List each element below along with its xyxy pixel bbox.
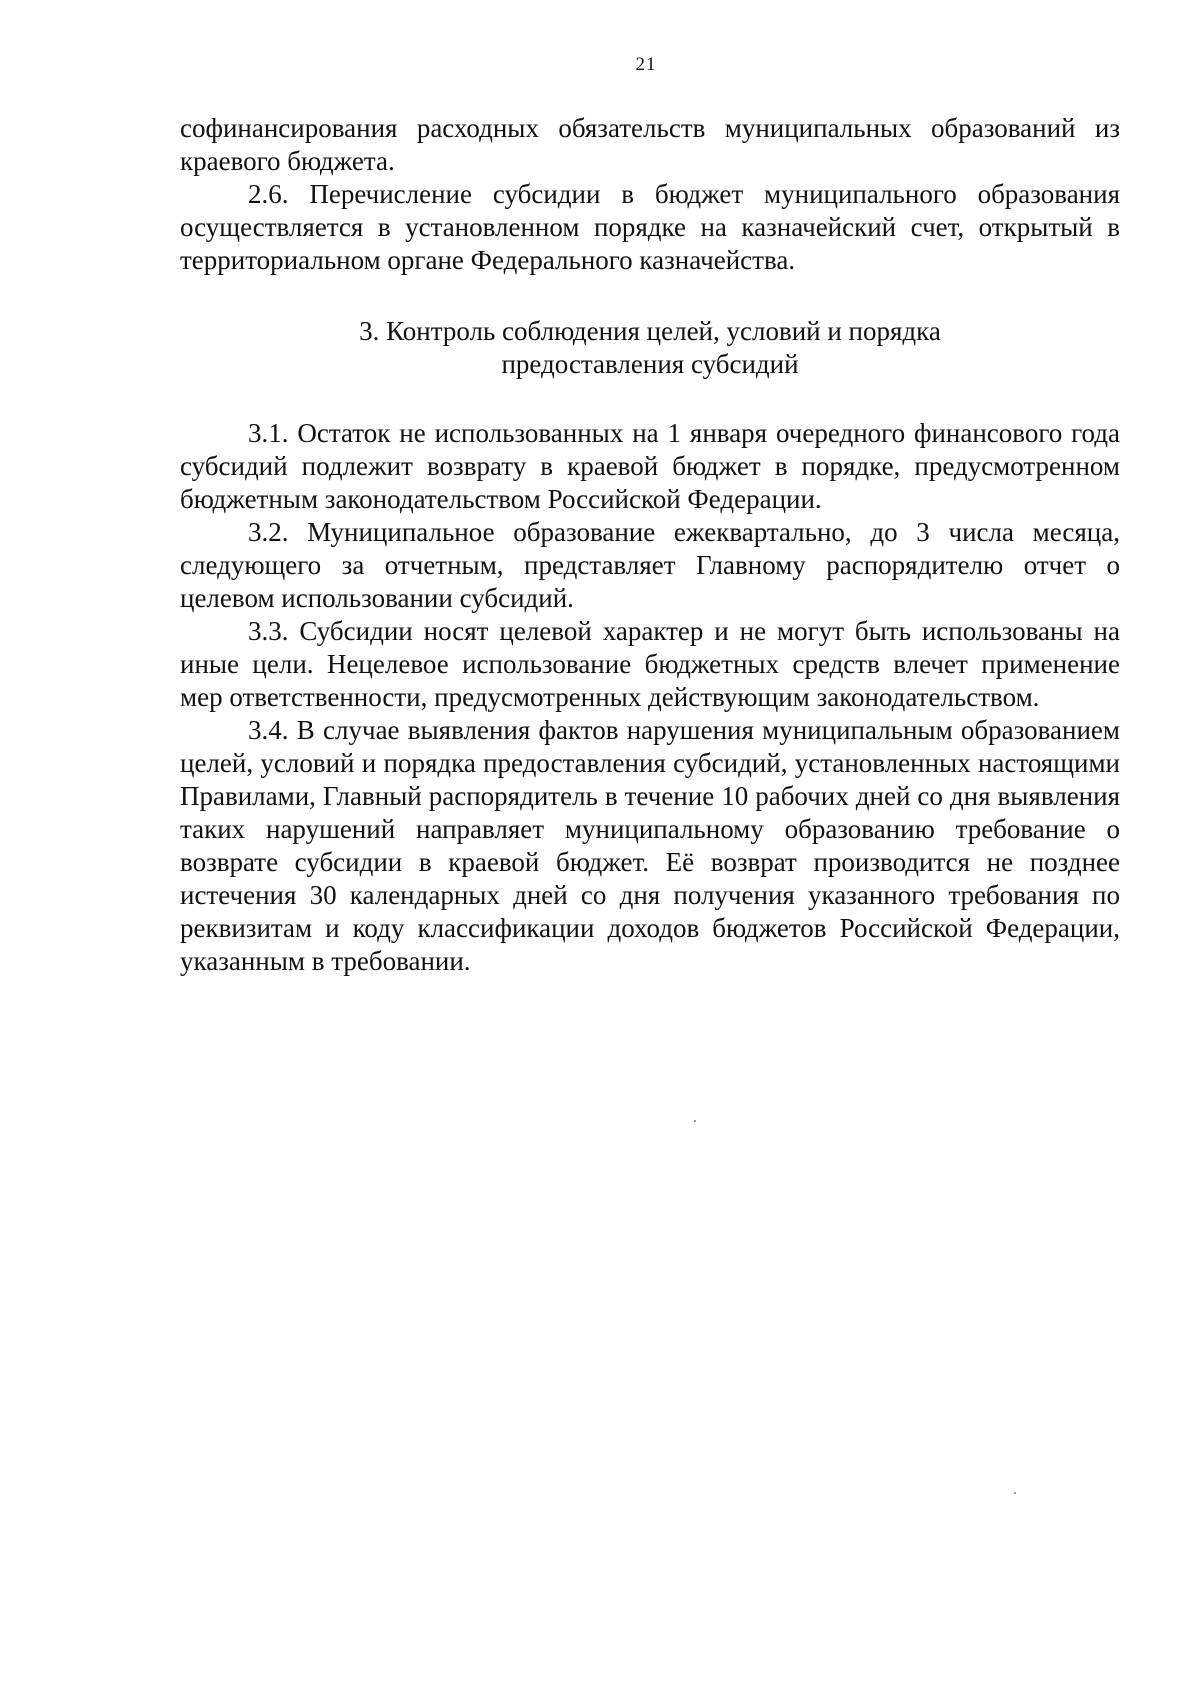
scan-speck: [694, 1120, 696, 1122]
paragraph-3-2: 3.2. Муниципальное образование ежеквартально, до 3 числа месяца, следующего за отчетным, представляет Главному распорядителю отчет о целевом использовании субсидий.: [180, 517, 1120, 613]
section-heading-line-2: предоставления субсидий: [501, 349, 799, 379]
paragraph-2-6: 2.6. Перечисление субсидии в бюджет муниципального образования осуществляется в установленном порядке на казначейский счет, открытый в территориальном органе Федерального казначейства.: [180, 179, 1120, 275]
paragraph-continuation: софинансирования расходных обязательств муниципальных образований из краевого бюджета.: [180, 113, 1120, 176]
scan-speck: [1014, 1492, 1016, 1494]
document-body: [180, 112, 1120, 978]
page-number: 21: [635, 54, 657, 75]
paragraph-3-1: 3.1. Остаток не использованных на 1 января очередного финансового года субсидий подлежит возврату в краевой бюджет в порядке, предусмотренном бюджетным законодательством Российской Федерации.: [180, 418, 1120, 514]
paragraph-3-3: 3.3. Субсидии носят целевой характер и не могут быть использованы на иные цели. Нецелевое использование бюджетных средств влечет применение мер ответственности, предусмотренных действующим законодательством.: [180, 616, 1120, 712]
section-heading-line-1: 3. Контроль соблюдения целей, условий и порядка: [359, 316, 941, 346]
paragraph-3-4: 3.4. В случае выявления фактов нарушения муниципальным образованием целей, условий и порядка предоставления субсидий, установленных настоящими Правилами, Главный распорядитель в течение 10 рабочих дней со дня выявления таких нарушений направляет муниципальному образованию требование о возврате субсидии в краевой бюджет. Её возврат производится не позднее истечения 30 календарных дней со дня получения указанного требования по реквизитам и коду классификации доходов бюджетов Российской Федерации, указанным в требовании.: [180, 715, 1120, 976]
section-heading: [180, 315, 1120, 381]
